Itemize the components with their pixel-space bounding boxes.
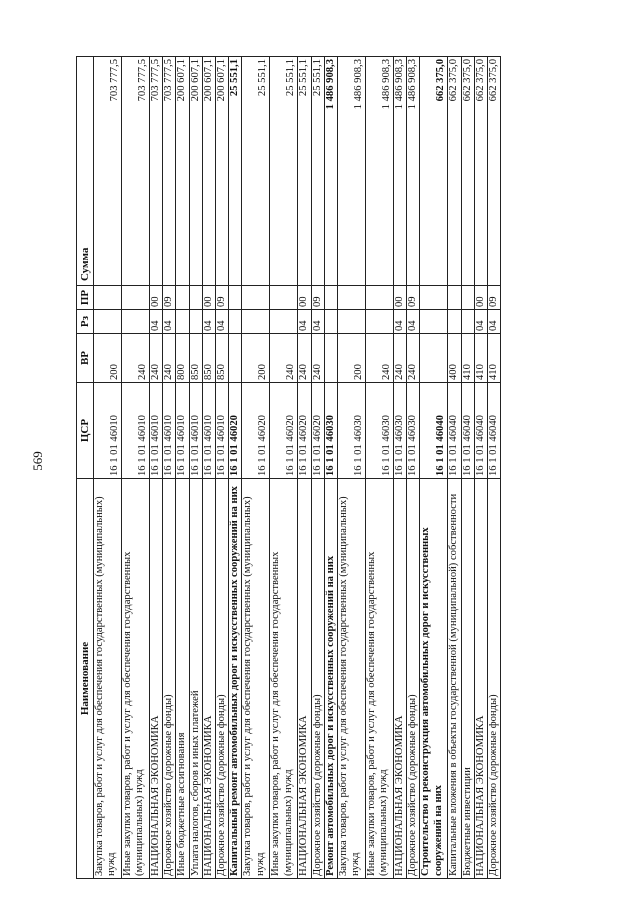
row-name: Дорожное хозяйство (дорожные фонды) [216,479,229,879]
row-pr: 00 [202,286,215,310]
row-name: НАЦИОНАЛЬНАЯ ЭКОНОМИКА [202,479,215,879]
row-rz: 04 [202,310,215,334]
row-csr: 16 1 01 46010 [150,383,163,479]
row-csr: 16 1 01 46020 [298,383,311,479]
row-name: НАЦИОНАЛЬНАЯ ЭКОНОМИКА [298,479,311,879]
table-row [150,57,163,879]
row-rz [448,310,461,334]
row-rz: 04 [150,310,163,334]
row-name: Уплата налогов, сборов и иных платежей [189,479,202,879]
row-vr: 200 [94,334,122,383]
row-sum: 1 486 908,3 [366,57,394,286]
row-pr: 00 [298,286,311,310]
row-vr: 850 [202,334,215,383]
row-name: Ремонт автомобильных дорог и искусственных сооружений на них [324,479,337,879]
row-vr: 400 [448,334,461,383]
row-csr: 16 1 01 46030 [324,383,337,479]
table-row [163,57,176,879]
row-pr [189,286,202,310]
row-pr [338,286,366,310]
row-sum: 703 777,5 [122,57,150,286]
row-vr [420,334,448,383]
row-csr: 16 1 01 46030 [366,383,394,479]
row-sum: 200 607,1 [189,57,202,286]
row-pr: 09 [488,286,501,310]
row-sum: 25 551,1 [298,57,311,286]
table-header-row [77,57,94,879]
row-vr: 200 [338,334,366,383]
row-rz [461,310,474,334]
row-csr: 16 1 01 46040 [488,383,501,479]
table-row [338,57,366,879]
row-pr: 09 [407,286,420,310]
table-row [94,57,122,879]
header-pr: ПР [77,286,94,310]
row-vr: 200 [242,334,270,383]
header-sum: Сумма [77,57,94,286]
row-vr: 240 [163,334,176,383]
row-csr: 16 1 01 46020 [270,383,298,479]
row-csr: 16 1 01 46030 [338,383,366,479]
row-rz [229,310,242,334]
row-csr: 16 1 01 46040 [474,383,487,479]
row-pr: 00 [394,286,407,310]
row-csr: 16 1 01 46040 [448,383,461,479]
row-csr: 16 1 01 46010 [176,383,189,479]
row-name: НАЦИОНАЛЬНАЯ ЭКОНОМИКА [474,479,487,879]
row-vr: 240 [298,334,311,383]
row-vr: 850 [216,334,229,383]
row-pr [461,286,474,310]
row-name: НАЦИОНАЛЬНАЯ ЭКОНОМИКА [150,479,163,879]
row-csr: 16 1 01 46010 [94,383,122,479]
row-vr [324,334,337,383]
row-name: Дорожное хозяйство (дорожные фонды) [311,479,324,879]
row-vr: 240 [407,334,420,383]
row-name: Капитальный ремонт автомобильных дорог и искусственных сооружений на них [229,479,242,879]
header-name: Наименование [77,479,94,879]
table-row [202,57,215,879]
table-row [324,57,337,879]
row-sum: 662 375,0 [474,57,487,286]
header-vr: ВР [77,334,94,383]
row-name: НАЦИОНАЛЬНАЯ ЭКОНОМИКА [394,479,407,879]
row-csr: 16 1 01 46010 [163,383,176,479]
row-name: Дорожное хозяйство (дорожные фонды) [163,479,176,879]
row-sum: 662 375,0 [461,57,474,286]
row-csr: 16 1 01 46010 [202,383,215,479]
row-vr [229,334,242,383]
row-sum: 25 551,1 [311,57,324,286]
header-csr: ЦСР [77,383,94,479]
row-vr: 240 [270,334,298,383]
row-rz [420,310,448,334]
table-row [420,57,448,879]
table-row [176,57,189,879]
row-pr [324,286,337,310]
row-sum: 662 375,0 [448,57,461,286]
row-csr: 16 1 01 46010 [122,383,150,479]
row-sum: 1 486 908,3 [338,57,366,286]
table-row [488,57,501,879]
table-row [461,57,474,879]
row-name: Дорожное хозяйство (дорожные фонды) [488,479,501,879]
row-rz: 04 [163,310,176,334]
row-rz [324,310,337,334]
row-pr: 09 [163,286,176,310]
row-rz: 04 [488,310,501,334]
budget-table [76,56,501,879]
row-name: Закупка товаров, работ и услуг для обеспечения государственных (муниципальных) нужд [338,479,366,879]
row-pr [122,286,150,310]
row-rz: 04 [311,310,324,334]
row-csr: 16 1 01 46020 [311,383,324,479]
row-rz: 04 [407,310,420,334]
row-name: Иные бюджетные ассигнования [176,479,189,879]
row-vr: 240 [394,334,407,383]
row-pr: 00 [150,286,163,310]
row-csr: 16 1 01 46040 [461,383,474,479]
row-rz: 04 [394,310,407,334]
row-sum: 703 777,5 [94,57,122,286]
table-row [242,57,270,879]
row-csr: 16 1 01 46030 [407,383,420,479]
row-pr [94,286,122,310]
row-csr: 16 1 01 46040 [420,383,448,479]
table-row [270,57,298,879]
row-vr: 240 [366,334,394,383]
table-body [94,57,501,879]
row-name: Закупка товаров, работ и услуг для обеспечения государственных (муниципальных) нужд [94,479,122,879]
row-sum: 25 551,1 [270,57,298,286]
table-row [366,57,394,879]
row-csr: 16 1 01 46010 [216,383,229,479]
row-pr: 00 [474,286,487,310]
row-vr: 410 [474,334,487,383]
row-rz [338,310,366,334]
row-name: Капитальные вложения в объекты государственной (муниципальной) собственности [448,479,461,879]
row-pr [242,286,270,310]
row-pr [176,286,189,310]
row-vr: 850 [189,334,202,383]
row-csr: 16 1 01 46020 [229,383,242,479]
rotated-table-wrapper [76,57,542,879]
row-csr: 16 1 01 46020 [242,383,270,479]
table-row [394,57,407,879]
header-rz: Рз [77,310,94,334]
row-rz [122,310,150,334]
row-rz [189,310,202,334]
row-pr [270,286,298,310]
row-rz [366,310,394,334]
table-row [448,57,461,879]
page-number: 569 [30,451,45,471]
row-pr [366,286,394,310]
row-name: Иные закупки товаров, работ и услуг для обеспечения государственных (муниципальных) нужд [122,479,150,879]
row-rz [176,310,189,334]
row-sum: 703 777,5 [150,57,163,286]
table-row [229,57,242,879]
row-sum: 662 375,0 [488,57,501,286]
row-name: Строительство и реконструкция автомобильных дорог и искусственных сооружений на них [420,479,448,879]
row-name: Иные закупки товаров, работ и услуг для обеспечения государственных (муниципальных) нужд [270,479,298,879]
row-rz: 04 [474,310,487,334]
table-row [311,57,324,879]
table-row [189,57,202,879]
row-sum: 200 607,1 [202,57,215,286]
row-sum: 1 486 908,3 [324,57,337,286]
row-name: Дорожное хозяйство (дорожные фонды) [407,479,420,879]
row-csr: 16 1 01 46030 [394,383,407,479]
row-pr: 09 [216,286,229,310]
row-name: Закупка товаров, работ и услуг для обеспечения государственных (муниципальных) нужд [242,479,270,879]
table-row [407,57,420,879]
row-vr: 240 [150,334,163,383]
row-name: Бюджетные инвестиции [461,479,474,879]
table-row [474,57,487,879]
row-pr [420,286,448,310]
row-sum: 1 486 908,3 [394,57,407,286]
row-name: Иные закупки товаров, работ и услуг для обеспечения государственных (муниципальных) нужд [366,479,394,879]
row-vr: 410 [461,334,474,383]
row-rz [270,310,298,334]
row-sum: 662 375,0 [420,57,448,286]
row-csr: 16 1 01 46010 [189,383,202,479]
table-row [298,57,311,879]
row-vr: 410 [488,334,501,383]
row-rz [94,310,122,334]
row-sum: 1 486 908,3 [407,57,420,286]
table-row [122,57,150,879]
row-sum: 200 607,1 [216,57,229,286]
row-rz [242,310,270,334]
table-row [216,57,229,879]
row-pr: 09 [311,286,324,310]
row-sum: 703 777,5 [163,57,176,286]
row-vr: 240 [122,334,150,383]
row-vr: 800 [176,334,189,383]
row-pr [229,286,242,310]
row-sum: 25 551,1 [242,57,270,286]
row-sum: 25 551,1 [229,57,242,286]
row-vr: 240 [311,334,324,383]
row-rz: 04 [216,310,229,334]
row-sum: 200 607,1 [176,57,189,286]
row-rz: 04 [298,310,311,334]
row-pr [448,286,461,310]
